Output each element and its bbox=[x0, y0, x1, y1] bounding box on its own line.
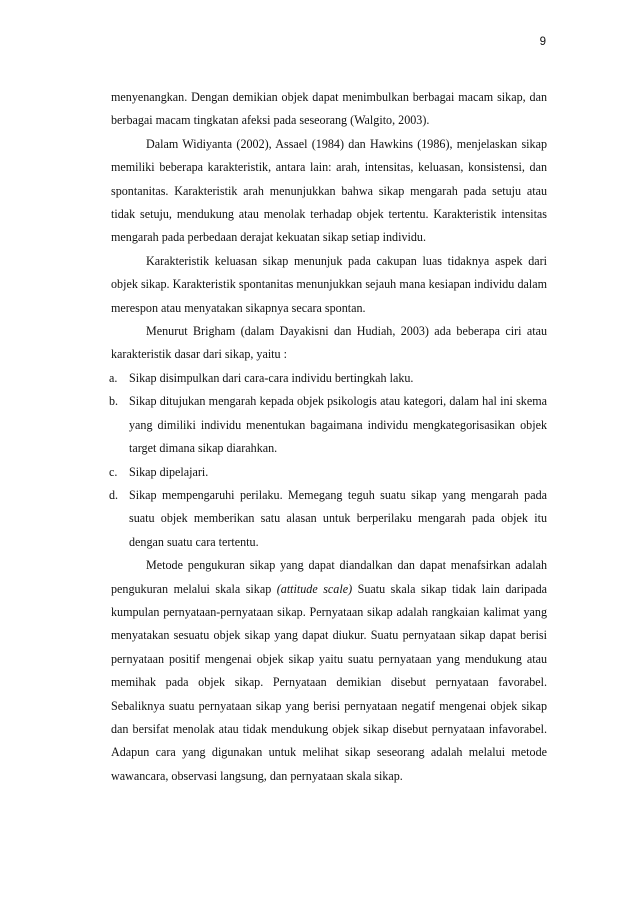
paragraph-3: Karakteristik keluasan sikap menunjuk pada cakupan luas tidaknya aspek dari objek sikap. Karakteristik spontanitas menunjukkan sejauh mana kesiapan individu dalam merespon atau menyatakan sikapnya secara spontan. bbox=[111, 253, 547, 315]
list-item-text: Sikap disimpulkan dari cara-cara individu bertingkah laku. bbox=[129, 370, 414, 385]
document-body bbox=[111, 86, 547, 788]
list-marker: d. bbox=[109, 487, 119, 502]
characteristics-list bbox=[111, 367, 547, 554]
list-marker: b. bbox=[109, 394, 119, 409]
list-item-text: Sikap ditujukan mengarah kepada objek psikologis atau kategori, dalam hal ini skema yang dimiliki individu menentukan bagaimana individu mengkategorisasikan objek target dimana sikap diarahkan. bbox=[129, 394, 547, 456]
list-item bbox=[111, 461, 547, 484]
list-item-text: Sikap mempengaruhi perilaku. Memegang teguh suatu sikap yang mengarah pada suatu objek memberikan satu alasan untuk berperilaku mengarah pada objek itu dengan suatu cara tertentu. bbox=[129, 487, 547, 549]
list-marker: a. bbox=[109, 370, 118, 385]
list-item-text: Sikap dipelajari. bbox=[129, 464, 209, 479]
paragraph-1: menyenangkan. Dengan demikian objek dapat menimbulkan berbagai macam sikap, dan berbagai macam tingkatan afeksi pada seseorang (Walgito, 2003). bbox=[111, 90, 547, 128]
list-marker: c. bbox=[109, 464, 118, 479]
paragraph-4: Menurut Brigham (dalam Dayakisni dan Hudiah, 2003) ada beberapa ciri atau karakteristik dasar dari sikap, yaitu : bbox=[111, 324, 547, 362]
attitude-scale-term: (attitude scale) bbox=[276, 581, 353, 596]
paragraph-5-rest: Suatu skala sikap tidak lain daripada kumpulan pernyataan-pernyataan sikap. Pernyataan sikap adalah rangkaian kalimat yang menyatakan sesuatu objek sikap yang dapat diukur. Suatu pernyataan sikap dapat berisi pernyataan positif mengenai objek sikap yaitu suatu pernyataan yang mendukung atau memihak pada objek sikap. Pernyataan demikian disebut pernyataan favorabel. Sebaliknya suatu pernyataan sikap yang berisi pernyataan negatif mengenai objek sikap dan bersifat menolak atau tidak mendukung objek sikap disebut pernyataan infavorabel. Adapun cara yang digunakan untuk melihat sikap seseorang adalah melalui metode wawancara, observasi langsung, dan pernyataan skala sikap. bbox=[111, 581, 547, 783]
list-item bbox=[111, 390, 547, 460]
paragraph-5-start: Metode pengukuran sikap yang dapat diandalkan dan dapat menafsirkan adalah pengukuran melalui skala sikap bbox=[111, 558, 547, 596]
list-item bbox=[111, 367, 547, 390]
list-item bbox=[111, 484, 547, 554]
paragraph-2: Dalam Widiyanta (2002), Assael (1984) dan Hawkins (1986), menjelaskan sikap memiliki beberapa karakteristik, antara lain: arah, intensitas, keluasan, konsistensi, dan spontanitas. Karakteristik arah menunjukkan bahwa sikap mengarah pada setuju atau tidak setuju, mendukung atau menolak terhadap objek tertentu. Karakteristik intensitas mengarah pada perbedaan derajat kekuatan sikap setiap individu. bbox=[111, 136, 547, 245]
page-number: 9 bbox=[539, 36, 546, 48]
paragraph-5 bbox=[111, 554, 547, 788]
